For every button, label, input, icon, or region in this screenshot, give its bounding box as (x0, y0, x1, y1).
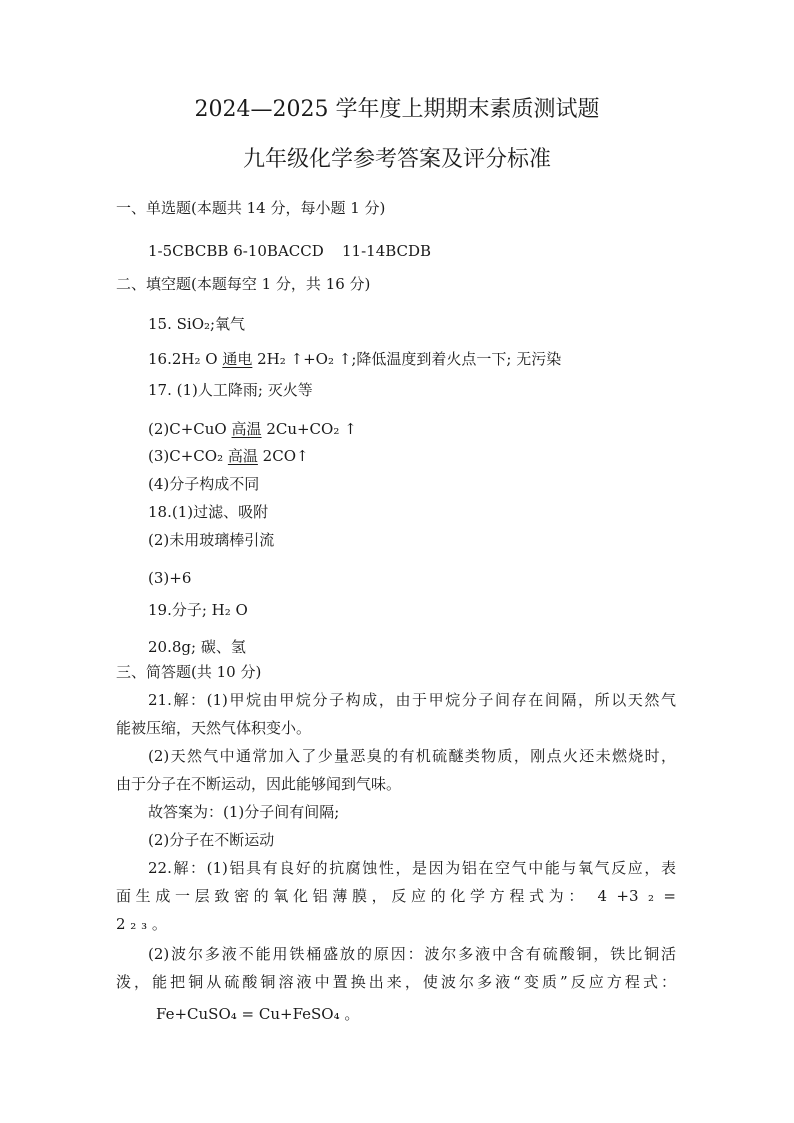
answer-22-line-4: (2)波尔多液不能用铁桶盛放的原因：波尔多液中含有硫酸铜，铁比铜活 (148, 945, 676, 963)
answer-21-line-6: (2)分子在不断运动 (148, 831, 275, 849)
answer-21-line-1: 21.解：(1)甲烷由甲烷分子构成，由于甲烷分子间存在间隔，所以天然气 (148, 691, 676, 709)
answer-22-line-2: 面生成一层致密的氧化铝薄膜，反应的化学方程式为： 4 +3 ₂ = (116, 887, 676, 905)
answer-17-3-reactant: (3)C+CO₂ (148, 447, 224, 465)
reaction-condition: 通电 (222, 350, 253, 368)
answer-21-line-3: (2)天然气中通常加入了少量恶臭的有机硫醚类物质，刚点火还未燃烧时， (148, 747, 676, 765)
answer-18-1: 18.(1)过滤、吸附 (148, 503, 269, 521)
answer-17-4: (4)分子构成不同 (148, 475, 260, 493)
answer-22-line-1: 22.解：(1)铝具有良好的抗腐蚀性，是因为铝在空气中能与氧气反应，表 (148, 859, 676, 877)
answer-21-line-5: 故答案为：(1)分子间有间隔; (148, 803, 340, 821)
answers-1-10: 1-5CBCBB 6-10BACCD (148, 242, 324, 260)
answer-20: 20.8g; 碳、氢 (148, 638, 246, 656)
answer-16-reactant: 16.2H₂ O (148, 350, 218, 368)
answer-17-3-product: 2CO↑ (262, 447, 309, 465)
section-heading-short-answer: 三、简答题(共 10 分) (116, 663, 262, 681)
answers-11-14: 11-14BCDB (342, 242, 432, 260)
answer-22-equation: Fe+CuSO₄ = Cu+FeSO₄ 。 (156, 1005, 360, 1023)
answer-18-3: (3)+6 (148, 569, 192, 587)
page-title: 2024—2025 学年度上期期末素质测试题 (194, 97, 600, 122)
answer-22-line-3: 2 ₂ ₃ 。 (116, 915, 167, 933)
answer-17-2-reactant: (2)C+CuO (148, 420, 227, 438)
page-subtitle: 九年级化学参考答案及评分标准 (242, 147, 551, 172)
answer-22-line-5: 泼，能把铜从硫酸铜溶液中置换出来，使波尔多液“变质”反应方程式： (116, 973, 676, 991)
answer-17-1: 17. (1)人工降雨; 灭火等 (148, 381, 313, 399)
answer-17-2 (148, 419, 357, 439)
answer-17-2-product: 2Cu+CO₂ ↑ (266, 420, 357, 438)
reaction-condition: 高温 (227, 447, 258, 465)
section-heading-fill-blank: 二、填空题(本题每空 1 分，共 16 分) (116, 275, 371, 293)
reaction-condition: 高温 (231, 420, 262, 438)
answer-21-line-2: 能被压缩，天然气体积变小。 (116, 719, 312, 737)
answer-16-rest: 2H₂ ↑+O₂ ↑;降低温度到着火点一下; 无污染 (257, 350, 562, 368)
answer-21-line-4: 由于分子在不断运动，因此能够闻到气味。 (116, 775, 402, 793)
section-heading-single-choice: 一、单选题(本题共 14 分，每小题 1 分) (116, 199, 386, 217)
answer-15: 15. SiO₂;氧气 (148, 315, 246, 333)
answer-16 (148, 349, 561, 369)
answer-19: 19.分子; H₂ O (148, 601, 248, 619)
answer-18-2: (2)未用玻璃棒引流 (148, 531, 275, 549)
answer-17-3 (148, 446, 309, 466)
